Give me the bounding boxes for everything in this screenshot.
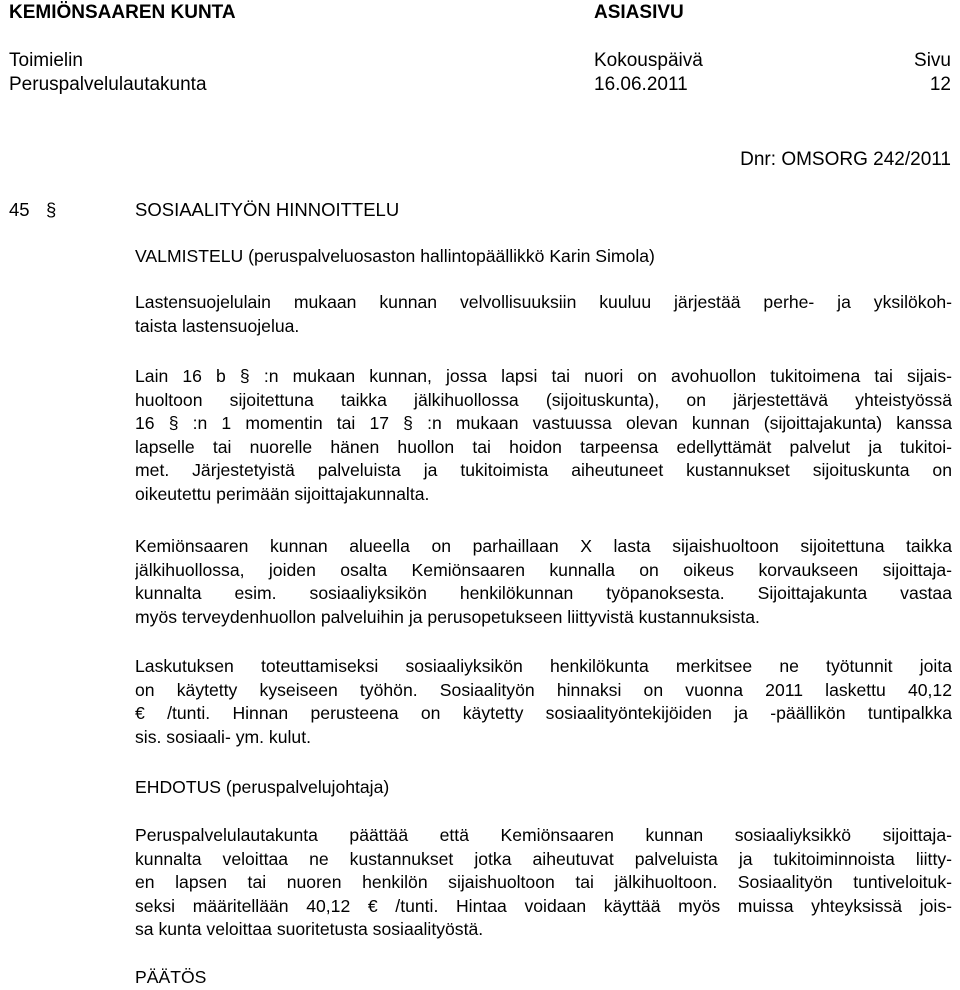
- paragraph-line: on käytetty kyseiseen työhön. Sosiaalityön hinnaksi on vuonna 2011 laskettu 40,12: [135, 679, 952, 700]
- paragraph-line: en lapsen tai nuoren henkilön sijaishuoltoon tai jälkihuoltoon. Sosiaalityön tuntiveloituk-: [135, 872, 952, 892]
- paragraph-line: met. Järjestetyistä palveluista ja tukitoimista aiheutuneet kustannukset sijoituskunta on: [135, 460, 952, 480]
- organ-value: Peruspalvelulautakunta: [9, 74, 207, 95]
- paragraph-line: seksi määritellään 40,12 € /tunti. Hintaa voidaan käyttää myös muissa yhteyksissä jois-: [135, 895, 952, 916]
- paragraph-3: [135, 535, 952, 629]
- page-number: 12: [929, 74, 951, 95]
- paragraph-line: lapselle tai nuorelle hänen huollon tai hoidon tarpeensa edellyttämät palvelut ja tukitoi-: [135, 436, 952, 457]
- municipality-name: KEMIÖNSAAREN KUNTA: [9, 2, 236, 23]
- paragraph-line: jälkihuollossa, joiden osalta Kemiönsaaren kunnalla on oikeus korvaukseen sijoittaja-: [135, 559, 952, 580]
- proposal-heading: EHDOTUS (peruspalvelujohtaja): [135, 777, 390, 797]
- page-label: Sivu: [914, 50, 951, 71]
- paragraph-line: 16 § :n 1 momentin tai 17 § :n mukaan vastuussa olevan kunnan (sijoittajakunta) kanssa: [135, 413, 952, 433]
- paragraph-line: Lain 16 b § :n mukaan kunnan, jossa lapsi tai nuori on avohuollon tukitoimena tai sijais-: [135, 366, 952, 386]
- paragraph-1: [135, 291, 952, 338]
- paragraph-line: kunnalta esim. sosiaaliyksikön henkilökunnan työpanoksesta. Sijoittajakunta vastaa: [135, 583, 952, 603]
- paragraph-sign: §: [46, 199, 57, 220]
- paragraph-line: taista lastensuojelua.: [135, 315, 300, 336]
- paragraph-line: Peruspalvelulautakunta päättää että Kemiönsaaren kunnan sosiaaliyksikkö sijoittaja-: [135, 825, 952, 845]
- paragraph-2: [135, 365, 952, 506]
- document-type: ASIASIVU: [594, 2, 684, 23]
- paragraph-line: Kemiönsaaren kunnan alueella on parhaillaan X lasta sijaishuoltoon sijoitettuna taikka: [135, 536, 952, 556]
- paragraph-line: kunnalta veloittaa ne kustannukset jotka aiheutuvat palveluista ja tukitoiminnoista liitty-: [135, 848, 952, 869]
- meeting-date-value: 16.06.2011: [594, 74, 688, 95]
- preparation-heading: VALMISTELU (peruspalveluosaston hallintopäällikkö Karin Simola): [135, 246, 655, 266]
- paragraph-line: myös terveydenhuollon palveluihin ja perusopetukseen liittyvistä kustannuksista.: [135, 606, 760, 627]
- paragraph-4: [135, 655, 952, 749]
- organ-label: Toimielin: [9, 50, 83, 71]
- section-title: SOSIAALITYÖN HINNOITTELU: [135, 199, 400, 220]
- paragraph-line: oikeutettu perimään sijoittajakunnalta.: [135, 483, 430, 504]
- dnr-reference: Dnr: OMSORG 242/2011: [740, 149, 951, 170]
- meeting-date-label: Kokouspäivä: [594, 50, 703, 71]
- paragraph-line: sis. sosiaali- ym. kulut.: [135, 726, 311, 747]
- paragraph-line: € /tunti. Hinnan perusteena on käytetty sosiaalityöntekijöiden ja -päällikön tuntipalkka: [135, 703, 952, 723]
- decision-heading: PÄÄTÖS: [135, 967, 207, 987]
- section-number: 45: [9, 199, 30, 220]
- paragraph-5: [135, 824, 952, 942]
- paragraph-line: huoltoon sijoitettuna taikka jälkihuollossa (sijoituskunta), on järjestettävä yhteistyössä: [135, 389, 952, 410]
- paragraph-line: Laskutuksen toteuttamiseksi sosiaaliyksikön henkilökunta merkitsee ne työtunnit joita: [135, 656, 952, 676]
- paragraph-line: Lastensuojelulain mukaan kunnan velvollisuuksiin kuuluu järjestää perhe- ja yksilökoh-: [135, 292, 952, 312]
- paragraph-line: sa kunta veloittaa suoritetusta sosiaalityöstä.: [135, 919, 484, 939]
